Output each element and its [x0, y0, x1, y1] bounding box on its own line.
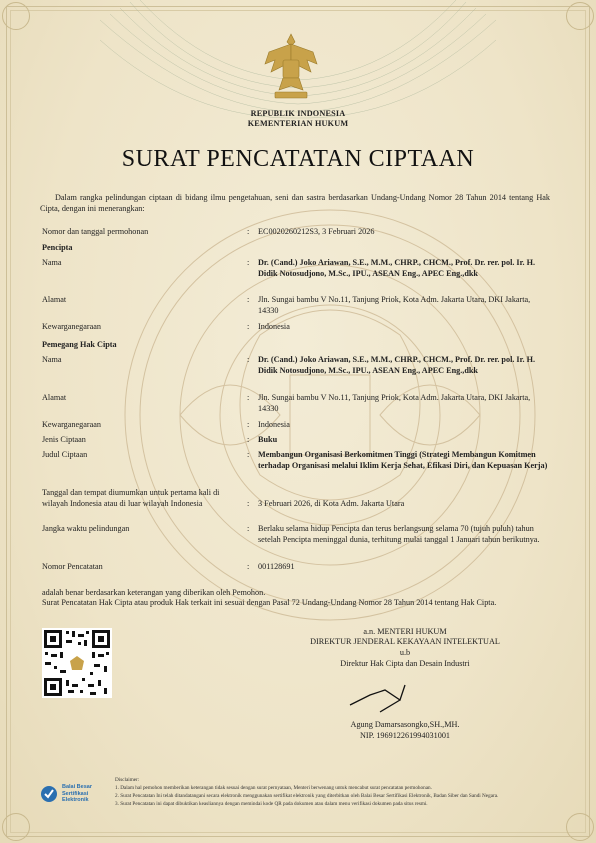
- colon: :: [247, 499, 250, 508]
- field-value: Membangun Organisasi Berkomitmen Tinggi (Strategi Membangun Komitmen terhadap Organisasi melalui Iklim Kerja Sehat, Efikasi Diri, dan Kepuasan Kerja): [258, 450, 548, 470]
- corner-ornament: [2, 813, 30, 841]
- field-label: Kewarganegaraan: [42, 322, 101, 331]
- field-value: 001128691: [258, 562, 295, 571]
- field-label: Nomor Pencatatan: [42, 562, 103, 571]
- signer-name: Agung Damarsasongko,SH.,MH.: [350, 720, 460, 729]
- field-value: Dr. (Cand.) Joko Ariawan, S.E., M.M., CHRP., CHCM., Prof. Dr. rer. pol. Ir. H. Didik Notosudjono, M.Sc., IPU., ASEAN Eng., APEC Eng.,dkk: [258, 258, 536, 278]
- field-label: Jenis Ciptaan: [42, 435, 86, 444]
- colon: :: [247, 562, 250, 571]
- field-value: 3 Februari 2026, di Kota Adm. Jakarta Utara: [258, 499, 405, 508]
- disclaimer-item: 1. Dalam hal pemohon memberikan keterangan tidak sesuai dengan surat pernyataan, Menteri berwenang untuk mencabut surat pencatatan permohonan.: [115, 785, 432, 791]
- bsre-line: Elektronik: [62, 797, 89, 803]
- field-value: Indonesia: [258, 420, 290, 429]
- disclaimer-notes: [115, 776, 560, 808]
- qr-code-icon[interactable]: [42, 628, 112, 698]
- holder-heading: Pemegang Hak Cipta: [42, 340, 117, 349]
- colon: :: [247, 393, 250, 402]
- garuda-emblem-icon: [261, 30, 321, 102]
- field-label: Nama: [42, 355, 62, 364]
- bsre-label: [62, 784, 92, 804]
- bsre-line: Sertifikasi: [62, 790, 89, 797]
- signature-director: DIREKTUR JENDERAL KEKAYAAN INTELEKTUAL: [310, 637, 500, 646]
- closing-line-2: Surat Pencatatan Hak Cipta atau produk Hak terkait ini sesuai dengan Pasal 72 Undang-Undang Nomor 28 Tahun 2014 tentang Hak Cipta.: [42, 598, 497, 607]
- colon: :: [247, 322, 250, 331]
- field-label: Alamat: [42, 295, 67, 304]
- corner-ornament: [566, 813, 594, 841]
- disclaimer-item: 3. Surat Pencatatan ini dapat dibuktikan keasliannya dengan memindai kode QR pada dokumen atau dalam menu verifikasi dokumen pada situs resmi.: [115, 801, 428, 807]
- document-title: SURAT PENCATATAN CIPTAAN: [121, 146, 475, 172]
- intro-paragraph: Dalam rangka pelindungan ciptaan di bidang ilmu pengetahuan, seni dan sastra berdasarkan Undang-Undang Nomor 28 Tahun 2014 tentang Hak Cipta, dengan ini menerangkan:: [40, 193, 550, 213]
- colon: :: [247, 258, 250, 267]
- field-label: Jangka waktu pelindungan: [42, 524, 130, 533]
- colon: :: [247, 355, 250, 364]
- signer-nip: NIP. 196912261994031001: [359, 731, 451, 740]
- field-label: Alamat: [42, 393, 67, 402]
- signature-division: Direktur Hak Cipta dan Desain Industri: [340, 659, 470, 668]
- creator-heading: Pencipta: [42, 243, 73, 252]
- republic-heading: REPUBLIK INDONESIA: [250, 109, 346, 118]
- bsre-logo-icon: [40, 784, 58, 804]
- colon: :: [247, 435, 250, 444]
- field-value: Buku: [258, 435, 278, 444]
- closing-line-1: adalah benar berdasarkan keterangan yang diberikan oleh Pemohon.: [42, 588, 266, 597]
- field-value: Jln. Sungai bambu V No.11, Tanjung Priok, Kota Adm. Jakarta Utara, DKI Jakarta, 14330: [258, 295, 531, 315]
- colon: :: [247, 450, 250, 459]
- colon: :: [247, 295, 250, 304]
- field-value: Berlaku selama hidup Pencipta dan terus berlangsung selama 70 (tujuh puluh) tahun setelah Pencipta meninggal dunia, terhitung mulai tanggal 1 Januari tahun berikutnya.: [258, 524, 540, 544]
- field-label: Nama: [42, 258, 62, 267]
- colon: :: [247, 420, 250, 429]
- field-label: Kewarganegaraan: [42, 420, 101, 429]
- field-label: Nomor dan tanggal permohonan: [42, 227, 149, 236]
- corner-ornament: [566, 2, 594, 30]
- field-value: Dr. (Cand.) Joko Ariawan, S.E., M.M., CHRP., CHCM., Prof. Dr. rer. pol. Ir. H. Didik Notosudjono, M.Sc., IPU., ASEAN Eng., APEC Eng.,dkk: [258, 355, 536, 375]
- colon: :: [247, 227, 250, 236]
- field-label: Tanggal dan tempat diumumkan untuk pertama kali di wilayah Indonesia atau di luar wilayah Indonesia: [42, 488, 220, 508]
- field-value: Jln. Sungai bambu V No.11, Tanjung Priok, Kota Adm. Jakarta Utara, DKI Jakarta, 14330: [258, 393, 531, 413]
- field-value: Indonesia: [258, 322, 290, 331]
- handwritten-signature: [330, 660, 490, 720]
- corner-ornament: [2, 2, 30, 30]
- colon: :: [247, 524, 250, 533]
- signature-an: a.n. MENTERI HUKUM: [363, 627, 447, 636]
- bsre-line: Balai Besar: [62, 784, 92, 790]
- ministry-heading: KEMENTERIAN HUKUM: [247, 119, 349, 128]
- field-value: EC0020260212S3, 3 Februari 2026: [258, 227, 375, 236]
- signature-ub: u.b: [399, 648, 411, 657]
- disclaimer-heading: Disclaimer:: [115, 777, 140, 783]
- disclaimer-item: 2. Surat Pencatatan Ini telah ditandatangani secara elektronik menggunakan sertifikat elektronik yang diterbitkan oleh Balai Besar Sertifikasi Elektronik, Badan Siber dan Sandi Negara.: [115, 793, 499, 799]
- field-label: Judul Ciptaan: [42, 450, 88, 459]
